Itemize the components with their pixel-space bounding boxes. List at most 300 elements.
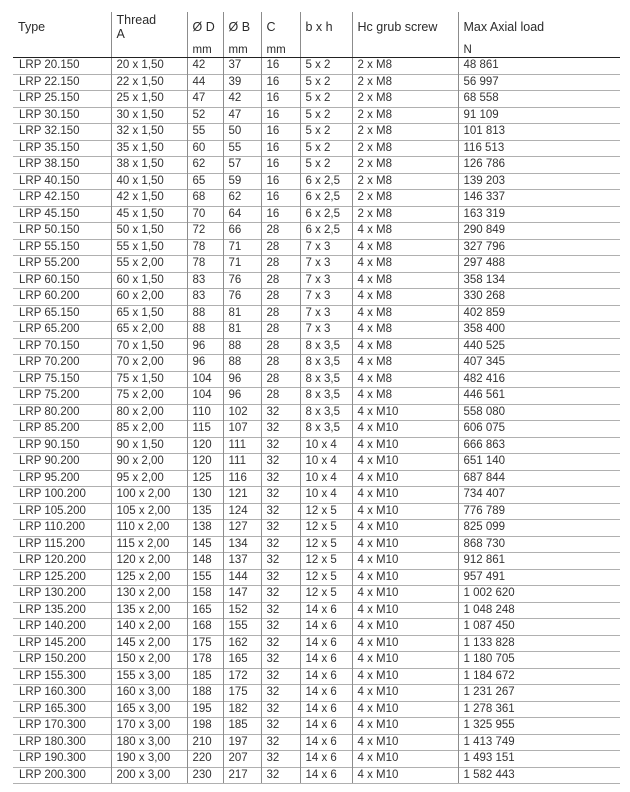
c-cell: 32 [261, 586, 300, 603]
c-cell: 32 [261, 602, 300, 619]
c-cell: 28 [261, 239, 300, 256]
thread-cell: 30 x 1,50 [111, 107, 187, 124]
diameter-b-cell: 42 [223, 91, 261, 108]
bxh-cell: 14 x 6 [300, 734, 352, 751]
table-row [13, 635, 620, 652]
bxh-cell: 14 x 6 [300, 652, 352, 669]
diameter-d-cell: 168 [187, 619, 223, 636]
grub-screw-cell: 4 x M10 [352, 718, 458, 735]
diameter-b-cell: 147 [223, 586, 261, 603]
grub-screw-cell: 4 x M10 [352, 454, 458, 471]
axial-load-cell: 1 002 620 [458, 586, 620, 603]
grub-screw-cell: 4 x M10 [352, 751, 458, 768]
diameter-b-cell: 172 [223, 668, 261, 685]
thread-cell: 180 x 3,00 [111, 734, 187, 751]
bxh-cell: 12 x 5 [300, 569, 352, 586]
unit-cell: mm [223, 42, 261, 58]
diameter-d-cell: 44 [187, 74, 223, 91]
grub-screw-cell: 4 x M10 [352, 487, 458, 504]
bxh-cell: 14 x 6 [300, 619, 352, 636]
diameter-d-cell: 104 [187, 388, 223, 405]
c-cell: 28 [261, 388, 300, 405]
diameter-d-cell: 198 [187, 718, 223, 735]
diameter-b-cell: 59 [223, 173, 261, 190]
bxh-cell: 5 x 2 [300, 124, 352, 141]
grub-screw-cell: 4 x M8 [352, 256, 458, 273]
bxh-cell: 8 x 3,5 [300, 388, 352, 405]
table-row [13, 74, 620, 91]
axial-load-cell: 651 140 [458, 454, 620, 471]
grub-screw-cell: 4 x M10 [352, 734, 458, 751]
thread-cell: 135 x 2,00 [111, 602, 187, 619]
thread-cell: 165 x 3,00 [111, 701, 187, 718]
header-grub-screw [352, 12, 458, 42]
thread-cell: 100 x 2,00 [111, 487, 187, 504]
type-cell: LRP 75.150 [13, 371, 111, 388]
c-cell: 32 [261, 421, 300, 438]
diameter-b-cell: 39 [223, 74, 261, 91]
type-cell: LRP 75.200 [13, 388, 111, 405]
grub-screw-cell: 2 x M8 [352, 91, 458, 108]
table-row [13, 652, 620, 669]
diameter-d-cell: 120 [187, 454, 223, 471]
axial-load-cell: 297 488 [458, 256, 620, 273]
table-row [13, 371, 620, 388]
diameter-b-cell: 71 [223, 256, 261, 273]
c-cell: 28 [261, 223, 300, 240]
grub-screw-cell: 4 x M10 [352, 635, 458, 652]
type-cell: LRP 95.200 [13, 470, 111, 487]
c-cell: 32 [261, 635, 300, 652]
type-cell: LRP 60.200 [13, 289, 111, 306]
diameter-d-cell: 135 [187, 503, 223, 520]
diameter-d-cell: 72 [187, 223, 223, 240]
axial-load-cell: 606 075 [458, 421, 620, 438]
diameter-d-cell: 125 [187, 470, 223, 487]
diameter-d-cell: 230 [187, 767, 223, 784]
c-cell: 32 [261, 767, 300, 784]
units-row [13, 42, 620, 58]
diameter-d-cell: 42 [187, 58, 223, 75]
c-cell: 16 [261, 58, 300, 75]
diameter-b-cell: 102 [223, 404, 261, 421]
table-row [13, 223, 620, 240]
diameter-b-cell: 57 [223, 157, 261, 174]
diameter-b-cell: 76 [223, 289, 261, 306]
diameter-b-cell: 96 [223, 371, 261, 388]
bxh-cell: 6 x 2,5 [300, 173, 352, 190]
axial-load-cell: 558 080 [458, 404, 620, 421]
grub-screw-cell: 2 x M8 [352, 58, 458, 75]
c-cell: 32 [261, 454, 300, 471]
grub-screw-cell: 4 x M10 [352, 470, 458, 487]
table-row [13, 437, 620, 454]
axial-load-cell: 825 099 [458, 520, 620, 537]
diameter-d-cell: 110 [187, 404, 223, 421]
bxh-cell: 8 x 3,5 [300, 338, 352, 355]
diameter-b-cell: 81 [223, 305, 261, 322]
thread-cell: 155 x 3,00 [111, 668, 187, 685]
thread-cell: 170 x 3,00 [111, 718, 187, 735]
axial-load-cell: 68 558 [458, 91, 620, 108]
diameter-d-cell: 68 [187, 190, 223, 207]
c-cell: 32 [261, 553, 300, 570]
bxh-cell: 8 x 3,5 [300, 355, 352, 372]
bxh-cell: 5 x 2 [300, 91, 352, 108]
c-cell: 28 [261, 371, 300, 388]
diameter-d-cell: 60 [187, 140, 223, 157]
axial-load-cell: 290 849 [458, 223, 620, 240]
diameter-b-cell: 37 [223, 58, 261, 75]
diameter-b-cell: 155 [223, 619, 261, 636]
diameter-b-cell: 175 [223, 685, 261, 702]
c-cell: 28 [261, 355, 300, 372]
grub-screw-cell: 4 x M10 [352, 536, 458, 553]
grub-screw-cell: 4 x M10 [352, 437, 458, 454]
grub-screw-cell: 4 x M8 [352, 223, 458, 240]
grub-screw-cell: 4 x M10 [352, 404, 458, 421]
type-cell: LRP 70.150 [13, 338, 111, 355]
thread-cell: 70 x 2,00 [111, 355, 187, 372]
diameter-d-cell: 96 [187, 338, 223, 355]
bxh-cell: 12 x 5 [300, 586, 352, 603]
c-cell: 32 [261, 569, 300, 586]
bxh-cell: 7 x 3 [300, 256, 352, 273]
table-row [13, 206, 620, 223]
grub-screw-cell: 2 x M8 [352, 157, 458, 174]
bxh-cell: 14 x 6 [300, 751, 352, 768]
column-header-row [13, 12, 620, 42]
axial-load-cell: 482 416 [458, 371, 620, 388]
type-cell: LRP 38.150 [13, 157, 111, 174]
diameter-b-cell: 197 [223, 734, 261, 751]
type-cell: LRP 50.150 [13, 223, 111, 240]
c-cell: 16 [261, 140, 300, 157]
thread-cell: 25 x 1,50 [111, 91, 187, 108]
c-cell: 28 [261, 305, 300, 322]
axial-load-cell: 330 268 [458, 289, 620, 306]
bxh-cell: 5 x 2 [300, 140, 352, 157]
thread-cell: 90 x 2,00 [111, 454, 187, 471]
header-c [261, 12, 300, 42]
table-row [13, 734, 620, 751]
grub-screw-cell: 2 x M8 [352, 107, 458, 124]
diameter-d-cell: 188 [187, 685, 223, 702]
header-label: Ø B [228, 20, 251, 34]
diameter-d-cell: 210 [187, 734, 223, 751]
grub-screw-cell: 2 x M8 [352, 140, 458, 157]
thread-cell: 50 x 1,50 [111, 223, 187, 240]
table-row [13, 487, 620, 504]
thread-cell: 60 x 2,00 [111, 289, 187, 306]
grub-screw-cell: 2 x M8 [352, 124, 458, 141]
grub-screw-cell: 4 x M8 [352, 355, 458, 372]
type-cell: LRP 100.200 [13, 487, 111, 504]
thread-cell: 115 x 2,00 [111, 536, 187, 553]
c-cell: 16 [261, 157, 300, 174]
bxh-cell: 14 x 6 [300, 718, 352, 735]
c-cell: 16 [261, 74, 300, 91]
diameter-b-cell: 121 [223, 487, 261, 504]
header-bxh [300, 12, 352, 42]
bxh-cell: 5 x 2 [300, 157, 352, 174]
c-cell: 28 [261, 338, 300, 355]
header-diameter-d [187, 12, 223, 42]
thread-cell: 140 x 2,00 [111, 619, 187, 636]
c-cell: 32 [261, 536, 300, 553]
diameter-d-cell: 155 [187, 569, 223, 586]
axial-load-cell: 687 844 [458, 470, 620, 487]
type-cell: LRP 25.150 [13, 91, 111, 108]
type-cell: LRP 110.200 [13, 520, 111, 537]
thread-cell: 55 x 2,00 [111, 256, 187, 273]
axial-load-cell: 407 345 [458, 355, 620, 372]
axial-load-cell: 358 134 [458, 272, 620, 289]
axial-load-cell: 446 561 [458, 388, 620, 405]
header-max-axial-load [458, 12, 620, 42]
bxh-cell: 10 x 4 [300, 470, 352, 487]
diameter-d-cell: 70 [187, 206, 223, 223]
bxh-cell: 7 x 3 [300, 305, 352, 322]
c-cell: 16 [261, 173, 300, 190]
type-cell: LRP 190.300 [13, 751, 111, 768]
grub-screw-cell: 4 x M8 [352, 371, 458, 388]
c-cell: 28 [261, 289, 300, 306]
bxh-cell: 8 x 3,5 [300, 404, 352, 421]
diameter-d-cell: 130 [187, 487, 223, 504]
header-diameter-b [223, 12, 261, 42]
c-cell: 16 [261, 107, 300, 124]
diameter-b-cell: 124 [223, 503, 261, 520]
c-cell: 16 [261, 124, 300, 141]
type-cell: LRP 200.300 [13, 767, 111, 784]
table-row [13, 569, 620, 586]
c-cell: 16 [261, 206, 300, 223]
thread-cell: 95 x 2,00 [111, 470, 187, 487]
header-label: Thread [116, 13, 157, 27]
thread-cell: 42 x 1,50 [111, 190, 187, 207]
c-cell: 32 [261, 734, 300, 751]
thread-cell: 150 x 2,00 [111, 652, 187, 669]
table-row [13, 520, 620, 537]
bxh-cell: 10 x 4 [300, 454, 352, 471]
type-cell: LRP 80.200 [13, 404, 111, 421]
c-cell: 32 [261, 619, 300, 636]
c-cell: 32 [261, 437, 300, 454]
header-label: Type [18, 20, 46, 34]
type-cell: LRP 55.150 [13, 239, 111, 256]
grub-screw-cell: 4 x M8 [352, 322, 458, 339]
axial-load-cell: 146 337 [458, 190, 620, 207]
grub-screw-cell: 4 x M10 [352, 652, 458, 669]
grub-screw-cell: 4 x M10 [352, 701, 458, 718]
c-cell: 32 [261, 685, 300, 702]
diameter-d-cell: 175 [187, 635, 223, 652]
bxh-cell: 14 x 6 [300, 701, 352, 718]
axial-load-cell: 1 325 955 [458, 718, 620, 735]
type-cell: LRP 35.150 [13, 140, 111, 157]
diameter-b-cell: 88 [223, 355, 261, 372]
table-row [13, 140, 620, 157]
diameter-d-cell: 78 [187, 239, 223, 256]
bxh-cell: 7 x 3 [300, 239, 352, 256]
diameter-b-cell: 55 [223, 140, 261, 157]
axial-load-cell: 666 863 [458, 437, 620, 454]
type-cell: LRP 40.150 [13, 173, 111, 190]
grub-screw-cell: 2 x M8 [352, 206, 458, 223]
diameter-b-cell: 76 [223, 272, 261, 289]
table-row [13, 338, 620, 355]
type-cell: LRP 20.150 [13, 58, 111, 75]
header-label: Max Axial load [463, 20, 545, 34]
table-row [13, 289, 620, 306]
table-row [13, 454, 620, 471]
table-row [13, 701, 620, 718]
axial-load-cell: 1 048 248 [458, 602, 620, 619]
axial-load-cell: 1 278 361 [458, 701, 620, 718]
bxh-cell: 8 x 3,5 [300, 421, 352, 438]
table-row [13, 157, 620, 174]
bxh-cell: 12 x 5 [300, 503, 352, 520]
grub-screw-cell: 4 x M10 [352, 421, 458, 438]
diameter-b-cell: 134 [223, 536, 261, 553]
bxh-cell: 7 x 3 [300, 272, 352, 289]
thread-cell: 40 x 1,50 [111, 173, 187, 190]
c-cell: 16 [261, 91, 300, 108]
type-cell: LRP 130.200 [13, 586, 111, 603]
thread-cell: 65 x 1,50 [111, 305, 187, 322]
table-row [13, 58, 620, 75]
diameter-b-cell: 111 [223, 454, 261, 471]
grub-screw-cell: 4 x M10 [352, 668, 458, 685]
diameter-d-cell: 220 [187, 751, 223, 768]
diameter-b-cell: 81 [223, 322, 261, 339]
table-body [13, 58, 620, 784]
axial-load-cell: 776 789 [458, 503, 620, 520]
c-cell: 32 [261, 668, 300, 685]
axial-load-cell: 116 513 [458, 140, 620, 157]
bxh-cell: 6 x 2,5 [300, 190, 352, 207]
type-cell: LRP 55.200 [13, 256, 111, 273]
diameter-d-cell: 104 [187, 371, 223, 388]
bxh-cell: 8 x 3,5 [300, 371, 352, 388]
diameter-b-cell: 217 [223, 767, 261, 784]
c-cell: 32 [261, 470, 300, 487]
bxh-cell: 14 x 6 [300, 635, 352, 652]
c-cell: 32 [261, 751, 300, 768]
axial-load-cell: 163 319 [458, 206, 620, 223]
type-cell: LRP 30.150 [13, 107, 111, 124]
type-cell: LRP 90.150 [13, 437, 111, 454]
type-cell: LRP 165.300 [13, 701, 111, 718]
unit-cell [300, 42, 352, 58]
axial-load-cell: 1 231 267 [458, 685, 620, 702]
diameter-d-cell: 78 [187, 256, 223, 273]
bxh-cell: 14 x 6 [300, 767, 352, 784]
unit-cell [111, 42, 187, 58]
diameter-d-cell: 185 [187, 668, 223, 685]
type-cell: LRP 65.200 [13, 322, 111, 339]
table-row [13, 602, 620, 619]
grub-screw-cell: 4 x M10 [352, 520, 458, 537]
diameter-d-cell: 148 [187, 553, 223, 570]
diameter-d-cell: 115 [187, 421, 223, 438]
table-row [13, 685, 620, 702]
grub-screw-cell: 2 x M8 [352, 173, 458, 190]
diameter-b-cell: 66 [223, 223, 261, 240]
axial-load-cell: 56 997 [458, 74, 620, 91]
type-cell: LRP 140.200 [13, 619, 111, 636]
table-row [13, 388, 620, 405]
table-row [13, 91, 620, 108]
thread-cell: 145 x 2,00 [111, 635, 187, 652]
unit-cell [13, 42, 111, 58]
type-cell: LRP 115.200 [13, 536, 111, 553]
axial-load-cell: 1 133 828 [458, 635, 620, 652]
type-cell: LRP 60.150 [13, 272, 111, 289]
diameter-b-cell: 207 [223, 751, 261, 768]
diameter-d-cell: 96 [187, 355, 223, 372]
diameter-b-cell: 162 [223, 635, 261, 652]
diameter-d-cell: 83 [187, 272, 223, 289]
thread-cell: 110 x 2,00 [111, 520, 187, 537]
table-row [13, 718, 620, 735]
header-label: C [266, 20, 276, 34]
c-cell: 32 [261, 487, 300, 504]
diameter-b-cell: 185 [223, 718, 261, 735]
diameter-b-cell: 111 [223, 437, 261, 454]
axial-load-cell: 1 413 749 [458, 734, 620, 751]
type-cell: LRP 32.150 [13, 124, 111, 141]
grub-screw-cell: 4 x M8 [352, 289, 458, 306]
type-cell: LRP 22.150 [13, 74, 111, 91]
diameter-b-cell: 137 [223, 553, 261, 570]
diameter-d-cell: 195 [187, 701, 223, 718]
thread-cell: 35 x 1,50 [111, 140, 187, 157]
unit-cell [352, 42, 458, 58]
bxh-cell: 6 x 2,5 [300, 223, 352, 240]
table-row [13, 404, 620, 421]
type-cell: LRP 150.200 [13, 652, 111, 669]
spec-sheet [13, 12, 620, 784]
thread-cell: 55 x 1,50 [111, 239, 187, 256]
c-cell: 32 [261, 652, 300, 669]
bxh-cell: 5 x 2 [300, 107, 352, 124]
diameter-b-cell: 152 [223, 602, 261, 619]
bxh-cell: 10 x 4 [300, 437, 352, 454]
bxh-cell: 5 x 2 [300, 74, 352, 91]
table-row [13, 553, 620, 570]
table-row [13, 256, 620, 273]
diameter-b-cell: 96 [223, 388, 261, 405]
axial-load-cell: 91 109 [458, 107, 620, 124]
thread-cell: 32 x 1,50 [111, 124, 187, 141]
diameter-d-cell: 65 [187, 173, 223, 190]
thread-cell: 200 x 3,00 [111, 767, 187, 784]
table-row [13, 173, 620, 190]
c-cell: 28 [261, 256, 300, 273]
unit-cell: N [458, 42, 620, 58]
table-row [13, 272, 620, 289]
thread-cell: 22 x 1,50 [111, 74, 187, 91]
grub-screw-cell: 4 x M8 [352, 388, 458, 405]
thread-cell: 75 x 2,00 [111, 388, 187, 405]
bxh-cell: 7 x 3 [300, 322, 352, 339]
table-row [13, 503, 620, 520]
thread-cell: 125 x 2,00 [111, 569, 187, 586]
type-cell: LRP 145.200 [13, 635, 111, 652]
grub-screw-cell: 4 x M8 [352, 272, 458, 289]
